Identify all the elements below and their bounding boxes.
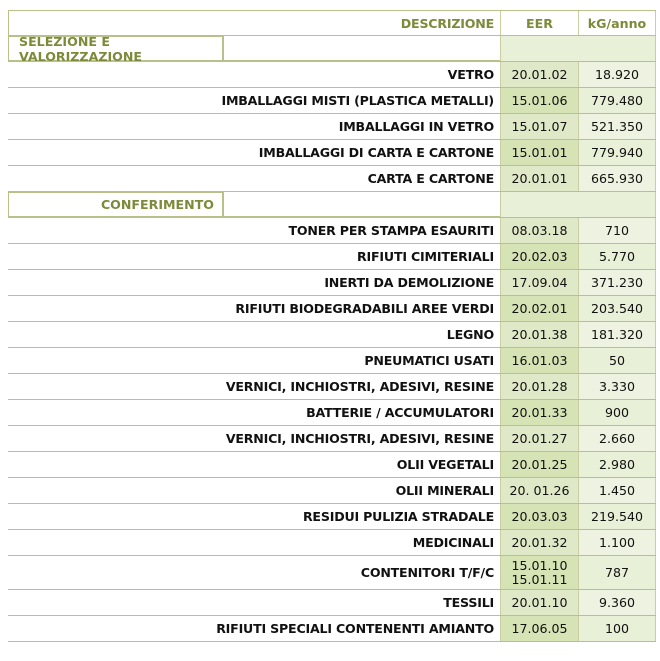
row-description: TONER PER STAMPA ESAURITI (288, 223, 494, 238)
row-kg: 181.320 (578, 322, 656, 347)
row-kg: 779.480 (578, 88, 656, 113)
row-eer: 17.06.05 (500, 616, 578, 641)
row-kg: 521.350 (578, 114, 656, 139)
table-header (8, 10, 656, 36)
table-row (8, 140, 656, 166)
row-description: OLII MINERALI (395, 483, 494, 498)
row-kg: 371.230 (578, 270, 656, 295)
row-kg: 219.540 (578, 504, 656, 529)
row-eer: 20.01.38 (500, 322, 578, 347)
header-eer: EER (500, 11, 578, 35)
table-row (8, 504, 656, 530)
row-eer: 17.09.04 (500, 270, 578, 295)
table-row (8, 616, 656, 642)
row-description: RESIDUI PULIZIA STRADALE (302, 509, 494, 524)
row-eer: 20.02.03 (500, 244, 578, 269)
table-row (8, 166, 656, 192)
table-row (8, 400, 656, 426)
header-descrizione: DESCRIZIONE (8, 11, 500, 35)
section-title: SELEZIONE E VALORIZZAZIONE (8, 36, 223, 61)
row-eer: 20.01.32 (500, 530, 578, 555)
table-row (8, 478, 656, 504)
section-title: CONFERIMENTO (8, 192, 223, 217)
row-eer: 20.01.28 (500, 374, 578, 399)
row-kg: 2.660 (578, 426, 656, 451)
row-kg: 1.100 (578, 530, 656, 555)
table-row (8, 114, 656, 140)
row-description: IMBALLAGGI DI CARTA E CARTONE (258, 145, 494, 160)
table-row (8, 270, 656, 296)
row-description: IMBALLAGGI IN VETRO (338, 119, 494, 134)
header-kg: kG/anno (578, 11, 656, 35)
row-kg: 779.940 (578, 140, 656, 165)
row-description: BATTERIE / ACCUMULATORI (306, 405, 494, 420)
row-kg: 1.450 (578, 478, 656, 503)
row-kg: 3.330 (578, 374, 656, 399)
row-eer: 15.01.01 (500, 140, 578, 165)
table-row (8, 590, 656, 616)
row-eer: 20.01.02 (500, 62, 578, 87)
row-description: OLII VEGETALI (396, 457, 494, 472)
row-description: VETRO (447, 67, 494, 82)
section-filler (500, 36, 656, 61)
row-eer: 20.01.27 (500, 426, 578, 451)
row-description: RIFIUTI CIMITERIALI (357, 249, 494, 264)
row-description: RIFIUTI SPECIALI CONTENENTI AMIANTO (216, 621, 494, 636)
row-eer: 20.01.25 (500, 452, 578, 477)
row-eer-code: 15.01.11 (511, 571, 568, 587)
row-eer: 20.02.01 (500, 296, 578, 321)
row-eer: 20.01.01 (500, 166, 578, 191)
table-row (8, 218, 656, 244)
row-kg: 787 (578, 556, 656, 589)
row-description: RIFIUTI BIODEGRADABILI AREE VERDI (235, 301, 494, 316)
row-description: VERNICI, INCHIOSTRI, ADESIVI, RESINE (225, 379, 494, 394)
table-row (8, 244, 656, 270)
table-row (8, 426, 656, 452)
row-kg: 203.540 (578, 296, 656, 321)
table-row (8, 296, 656, 322)
row-kg: 100 (578, 616, 656, 641)
row-kg: 665.930 (578, 166, 656, 191)
row-description: PNEUMATICI USATI (364, 353, 494, 368)
table-row (8, 556, 656, 590)
table-row (8, 348, 656, 374)
row-eer-code: 15.01.10 (511, 557, 568, 573)
row-kg: 5.770 (578, 244, 656, 269)
row-eer: 20.03.03 (500, 504, 578, 529)
row-description: IMBALLAGGI MISTI (PLASTICA METALLI) (221, 93, 494, 108)
section-spacer (223, 36, 500, 61)
row-description: INERTI DA DEMOLIZIONE (324, 275, 494, 290)
row-kg: 9.360 (578, 590, 656, 615)
row-eer (500, 556, 578, 589)
row-kg: 710 (578, 218, 656, 243)
table-row (8, 530, 656, 556)
row-eer: 08.03.18 (500, 218, 578, 243)
waste-table (8, 10, 656, 642)
table-row (8, 322, 656, 348)
row-eer: 20.01.10 (500, 590, 578, 615)
table-row (8, 374, 656, 400)
row-eer: 15.01.06 (500, 88, 578, 113)
row-eer: 16.01.03 (500, 348, 578, 373)
row-eer: 15.01.07 (500, 114, 578, 139)
table-row (8, 452, 656, 478)
conferimento-rows (8, 218, 656, 642)
selezione-rows (8, 62, 656, 192)
table-row (8, 62, 656, 88)
section-conferimento (8, 192, 656, 218)
row-description: TESSILI (443, 595, 494, 610)
row-kg: 50 (578, 348, 656, 373)
section-selezione (8, 33, 656, 64)
row-eer: 20. 01.26 (500, 478, 578, 503)
row-eer: 20.01.33 (500, 400, 578, 425)
row-kg: 900 (578, 400, 656, 425)
row-description: CONTENITORI T/F/C (360, 565, 494, 580)
section-spacer (223, 192, 500, 217)
section-filler (500, 192, 656, 217)
row-kg: 2.980 (578, 452, 656, 477)
row-description: CARTA E CARTONE (367, 171, 494, 186)
table-row (8, 88, 656, 114)
row-description: MEDICINALI (412, 535, 494, 550)
row-kg: 18.920 (578, 62, 656, 87)
row-description: LEGNO (446, 327, 494, 342)
row-description: VERNICI, INCHIOSTRI, ADESIVI, RESINE (225, 431, 494, 446)
